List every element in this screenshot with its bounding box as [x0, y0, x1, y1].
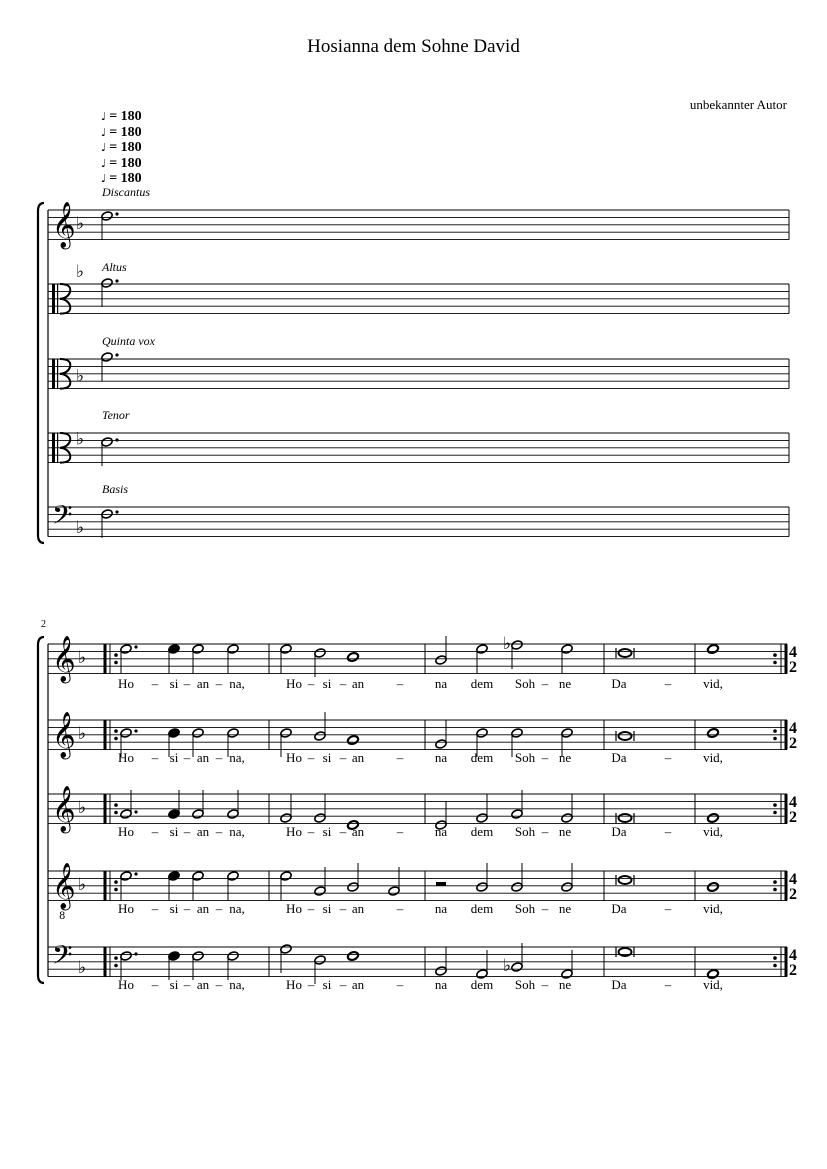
lyric-syllable: Ho — [118, 750, 134, 765]
half-note — [476, 813, 488, 824]
augmentation-dot — [115, 510, 118, 513]
repeat-dot — [114, 803, 118, 807]
flat-icon: ♭ — [78, 797, 87, 818]
lyric-hyphen: – — [541, 977, 549, 992]
time-signature-denominator: 2 — [789, 886, 797, 903]
treble-clef-icon: 𝄞 — [52, 786, 76, 832]
half-note — [227, 644, 239, 655]
flat-icon: ♭ — [76, 429, 85, 450]
lyric-hyphen: – — [151, 977, 159, 992]
lyric-syllable: vid, — [703, 676, 723, 691]
augmentation-dot — [115, 353, 118, 356]
treble-clef-icon: 𝄞 — [52, 636, 76, 682]
repeat-dot — [773, 661, 777, 665]
dotted-half-note — [101, 278, 113, 289]
repeat-dot — [773, 880, 777, 884]
lyric-syllable: si — [169, 676, 179, 691]
half-note — [476, 644, 488, 655]
voice-name-basis: Basis — [102, 482, 129, 496]
repeat-dot — [773, 811, 777, 815]
lyric-syllable: Soh — [514, 676, 536, 691]
lyric-hyphen: – — [183, 750, 191, 765]
system-bracket — [38, 203, 44, 543]
lyric-hyphen: – — [541, 824, 549, 839]
lyric-syllable: vid, — [703, 750, 723, 765]
half-note — [435, 655, 447, 666]
flat-icon: ♭ — [76, 518, 85, 539]
lyric-syllable: an — [351, 676, 365, 691]
dotted-half-note — [101, 211, 113, 222]
half-note — [280, 644, 292, 655]
treble-clef-icon: 𝄞 — [52, 863, 76, 909]
repeat-dot — [773, 737, 777, 741]
lyric-syllable: Ho — [286, 824, 302, 839]
half-note — [120, 809, 132, 820]
voice-name-altus: Altus — [102, 260, 127, 274]
time-signature-numerator: 4 — [789, 644, 797, 661]
lyric-syllable: na, — [229, 750, 245, 765]
lyric-syllable: Ho — [118, 676, 134, 691]
lyric-hyphen: – — [183, 824, 191, 839]
lyric-syllable: si — [322, 901, 332, 916]
lyric-syllable: na — [434, 676, 448, 691]
lyric-syllable: vid, — [703, 824, 723, 839]
flat-icon: ♭ — [76, 366, 85, 387]
half-note — [314, 955, 326, 966]
lyric-hyphen: – — [339, 676, 347, 691]
lyric-syllable: ne — [558, 824, 572, 839]
flat-icon: ♭ — [76, 261, 85, 282]
lyric-syllable: Ho — [118, 901, 134, 916]
half-note — [511, 640, 523, 651]
lyric-syllable: Ho — [286, 977, 302, 992]
repeat-dot — [773, 964, 777, 968]
repeat-dot — [773, 729, 777, 733]
voice-name-discantus: Discantus — [102, 185, 150, 199]
bass-clef-icon: 𝄢 — [52, 499, 73, 537]
lyric-hyphen: – — [541, 750, 549, 765]
lyric-syllable: Ho — [286, 901, 302, 916]
lyric-syllable: Da — [611, 750, 627, 765]
lyric-hyphen: – — [307, 901, 315, 916]
lyric-syllable: Da — [611, 676, 627, 691]
bass-clef-icon: 𝄢 — [52, 939, 73, 977]
system-number: 2 — [41, 619, 46, 630]
half-note — [280, 813, 292, 824]
lyric-syllable: an — [351, 901, 365, 916]
half-note — [314, 648, 326, 659]
lyric-syllable: Ho — [118, 824, 134, 839]
augmentation-dot — [134, 810, 137, 813]
lyric-hyphen: – — [183, 676, 191, 691]
quarter-note-icon: ♩ — [101, 156, 107, 170]
lyric-syllable: an — [351, 750, 365, 765]
quarter-note-icon: ♩ — [101, 125, 107, 139]
lyric-syllable: na — [434, 901, 448, 916]
augmentation-dot — [134, 645, 137, 648]
lyric-hyphen: – — [183, 901, 191, 916]
voice-name-quinta-vox: Quinta vox — [102, 334, 155, 348]
lyric-syllable: Soh — [514, 901, 536, 916]
half-note — [435, 739, 447, 750]
treble-clef-icon: 𝄞 — [52, 712, 76, 758]
half-note — [388, 886, 400, 897]
half-note — [476, 882, 488, 893]
lyric-hyphen: – — [339, 750, 347, 765]
half-note — [511, 728, 523, 739]
augmentation-dot — [115, 212, 118, 215]
lyric-syllable: na — [434, 750, 448, 765]
half-note — [227, 728, 239, 739]
half-note — [227, 871, 239, 882]
tempo-mark: ♩ = 180 — [101, 140, 142, 155]
lyric-hyphen: – — [307, 750, 315, 765]
time-signature-denominator: 2 — [789, 659, 797, 676]
lyric-syllable: dem — [470, 824, 494, 839]
breve-note — [619, 732, 632, 740]
lyric-syllable: Soh — [514, 824, 536, 839]
time-signature-denominator: 2 — [789, 809, 797, 826]
repeat-dot — [114, 811, 118, 815]
lyric-syllable: ne — [558, 750, 572, 765]
lyric-hyphen: – — [339, 901, 347, 916]
whole-note — [347, 652, 359, 663]
lyric-syllable: Ho — [118, 977, 134, 992]
lyric-syllable: si — [169, 901, 179, 916]
lyric-syllable: si — [322, 676, 332, 691]
half-note — [314, 731, 326, 742]
lyric-syllable: an — [196, 676, 210, 691]
lyric-syllable: vid, — [703, 901, 723, 916]
flat-icon: ♭ — [76, 213, 85, 234]
lyric-hyphen: – — [339, 977, 347, 992]
half-note — [280, 728, 292, 739]
half-note — [120, 871, 132, 882]
half-note — [347, 882, 359, 893]
flat-icon: ♭ — [78, 958, 87, 979]
half-note — [561, 813, 573, 824]
lyric-hyphen: – — [215, 901, 223, 916]
half-note — [561, 882, 573, 893]
half-note — [511, 962, 523, 973]
lyric-syllable: na, — [229, 824, 245, 839]
alto-clef-icon — [52, 359, 55, 389]
time-signature-numerator: 4 — [789, 720, 797, 737]
lyric-syllable: na, — [229, 676, 245, 691]
whole-note — [707, 813, 719, 824]
whole-note — [347, 735, 359, 746]
tempo-mark: ♩ = 180 — [101, 155, 142, 171]
half-note — [511, 809, 523, 820]
lyric-syllable: an — [351, 824, 365, 839]
lyric-syllable: na, — [229, 901, 245, 916]
half-note — [476, 728, 488, 739]
lyric-hyphen: – — [183, 977, 191, 992]
lyric-syllable: si — [169, 750, 179, 765]
quarter-note — [168, 871, 180, 882]
half-note — [192, 809, 204, 820]
alto-clef-icon — [57, 284, 58, 314]
lyric-syllable: ne — [558, 901, 572, 916]
half-note — [192, 871, 204, 882]
half-note — [192, 728, 204, 739]
half-note — [314, 886, 326, 897]
lyric-hyphen: – — [151, 750, 159, 765]
flat-icon: ♭ — [503, 956, 512, 976]
alto-clef-icon — [57, 359, 58, 389]
lyric-hyphen: – — [151, 901, 159, 916]
lyric-syllable: ne — [558, 676, 572, 691]
tempo-mark: ♩ = 180 — [101, 171, 142, 186]
score-title: Hosianna dem Sohne David — [307, 36, 520, 57]
quarter-note-icon: ♩ — [101, 141, 107, 154]
lyric-syllable: an — [196, 901, 210, 916]
lyric-syllable: si — [169, 824, 179, 839]
lyric-hyphen: – — [307, 676, 315, 691]
lyric-syllable: na — [434, 977, 448, 992]
half-note — [435, 966, 447, 977]
half-note — [314, 813, 326, 824]
lyric-syllable: dem — [470, 676, 494, 691]
augmentation-dot — [134, 872, 137, 875]
half-note — [227, 809, 239, 820]
composer-name: unbekannter Autor — [689, 97, 787, 112]
lyric-syllable: na, — [229, 977, 245, 992]
flat-icon: ♭ — [78, 723, 87, 744]
lyric-hyphen: – — [307, 977, 315, 992]
repeat-dot — [773, 888, 777, 892]
half-note — [120, 728, 132, 739]
repeat-dot — [114, 888, 118, 892]
quarter-note — [168, 728, 180, 739]
augmentation-dot — [134, 729, 137, 732]
treble-clef-icon: 𝄞 — [52, 202, 76, 248]
flat-icon: ♭ — [78, 647, 87, 668]
flat-icon: ♭ — [503, 634, 512, 654]
lyric-hyphen: – — [396, 824, 404, 839]
lyric-hyphen: – — [396, 676, 404, 691]
half-note — [280, 944, 292, 955]
lyric-hyphen: – — [215, 750, 223, 765]
lyric-hyphen: – — [664, 901, 672, 916]
augmentation-dot — [115, 279, 118, 282]
lyric-syllable: an — [351, 977, 365, 992]
whole-note — [707, 882, 719, 893]
half-note — [227, 951, 239, 962]
repeat-dot — [773, 803, 777, 807]
repeat-dot — [114, 661, 118, 665]
lyric-syllable: dem — [470, 750, 494, 765]
lyric-syllable: ne — [558, 977, 572, 992]
lyric-hyphen: – — [664, 977, 672, 992]
quarter-note — [168, 809, 180, 820]
lyric-hyphen: – — [396, 977, 404, 992]
repeat-dot — [773, 956, 777, 960]
lyric-syllable: dem — [470, 977, 494, 992]
lyric-hyphen: – — [664, 824, 672, 839]
lyric-hyphen: – — [339, 824, 347, 839]
whole-note — [707, 644, 719, 655]
lyric-hyphen: – — [215, 676, 223, 691]
lyric-hyphen: – — [215, 977, 223, 992]
flat-icon: ♭ — [78, 874, 87, 895]
repeat-dot — [114, 964, 118, 968]
lyric-syllable: an — [196, 824, 210, 839]
lyric-hyphen: – — [664, 750, 672, 765]
breve-note — [619, 876, 632, 884]
repeat-dot — [114, 737, 118, 741]
time-signature-numerator: 4 — [789, 794, 797, 811]
repeat-dot — [773, 653, 777, 657]
quarter-note — [168, 644, 180, 655]
half-note — [561, 644, 573, 655]
whole-note — [347, 951, 359, 962]
lyric-syllable: Soh — [514, 750, 536, 765]
voice-name-tenor: Tenor — [102, 408, 130, 422]
lyric-hyphen: – — [541, 676, 549, 691]
quarter-note — [168, 951, 180, 962]
augmentation-dot — [134, 952, 137, 955]
lyric-syllable: Da — [611, 824, 627, 839]
lyric-syllable: vid, — [703, 977, 723, 992]
augmentation-dot — [115, 438, 118, 441]
half-note — [120, 644, 132, 655]
lyric-syllable: si — [169, 977, 179, 992]
lyric-syllable: an — [196, 750, 210, 765]
lyric-syllable: Da — [611, 977, 627, 992]
repeat-dot — [114, 880, 118, 884]
lyric-syllable: Ho — [286, 676, 302, 691]
repeat-dot — [114, 653, 118, 657]
time-signature-denominator: 2 — [789, 735, 797, 752]
lyric-hyphen: – — [215, 824, 223, 839]
whole-note — [707, 728, 719, 739]
lyric-syllable: si — [322, 750, 332, 765]
half-note — [561, 728, 573, 739]
lyric-hyphen: – — [664, 676, 672, 691]
alto-clef-icon — [57, 433, 58, 463]
lyric-hyphen: – — [307, 824, 315, 839]
lyric-syllable: an — [196, 977, 210, 992]
lyric-hyphen: – — [151, 676, 159, 691]
lyric-syllable: si — [322, 977, 332, 992]
lyric-hyphen: – — [396, 750, 404, 765]
lyric-syllable: na — [434, 824, 448, 839]
lyric-syllable: dem — [470, 901, 494, 916]
system-bracket — [38, 637, 44, 983]
time-signature-numerator: 4 — [789, 871, 797, 888]
half-note — [192, 644, 204, 655]
breve-note — [619, 814, 632, 822]
quarter-note-icon: ♩ — [101, 110, 107, 123]
time-signature-denominator: 2 — [789, 962, 797, 979]
lyric-hyphen: – — [396, 901, 404, 916]
half-note — [511, 882, 523, 893]
octave-eight-mark: 8 — [59, 911, 66, 922]
time-signature-numerator: 4 — [789, 947, 797, 964]
lyric-syllable: Da — [611, 901, 627, 916]
lyric-syllable: si — [322, 824, 332, 839]
half-note — [192, 951, 204, 962]
alto-clef-icon — [52, 433, 55, 463]
tempo-mark: ♩ = 180 — [101, 124, 142, 140]
dotted-half-note — [101, 352, 113, 363]
repeat-dot — [114, 956, 118, 960]
half-note — [120, 951, 132, 962]
alto-clef-icon — [52, 284, 55, 314]
lyric-hyphen: – — [151, 824, 159, 839]
lyric-syllable: Soh — [514, 977, 536, 992]
tempo-mark: ♩ = 180 — [101, 109, 142, 124]
half-rest-icon — [436, 882, 446, 886]
half-note — [280, 871, 292, 882]
dotted-half-note — [101, 437, 113, 448]
lyric-syllable: Ho — [286, 750, 302, 765]
lyric-hyphen: – — [541, 901, 549, 916]
quarter-note-icon: ♩ — [101, 172, 107, 185]
repeat-dot — [114, 729, 118, 733]
breve-note — [619, 649, 632, 657]
